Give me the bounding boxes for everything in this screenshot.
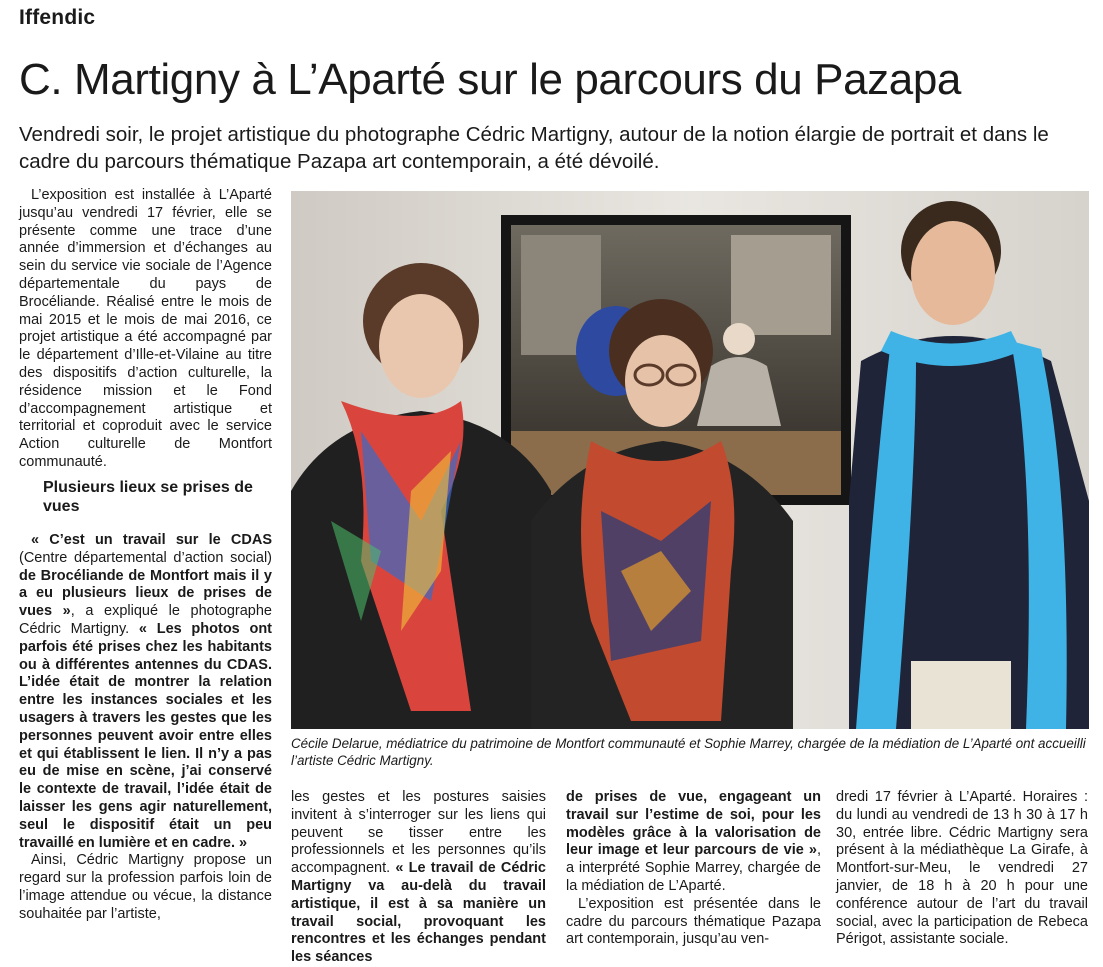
article-column-1-intro	[19, 187, 272, 522]
column-1-closing: Ainsi, Cédric Martigny propose un regard sur la profession parfois loin de l’image attendue ou vécue, la distance souhaitée par l’artiste,	[19, 852, 272, 922]
photo-illustration	[291, 191, 1089, 729]
column-3-bold: de prises de vue, engageant un travail sur l’estime de soi, pour les modèles grâce à la valorisation de leur image et leur parcours de vie »	[566, 789, 821, 859]
quote-a-bold-1: « C’est un travail sur le CDAS	[31, 532, 272, 548]
quote-paragraph	[19, 532, 272, 852]
intro-paragraph: L’exposition est installée à L’Aparté jusqu’au vendredi 17 février, elle se présente comme une trace d’une année d’immersion et d’échanges au sein du service vie sociale de l’Agence départementale du pays de Brocéliande. Réalisé entre le mois de mai 2015 et le mois de mai 2016, ce projet artistique a été accompagné par le département d’Ille-et-Vilaine au titre des dispositifs d’action culturelle, la résidence mission et le Fond d’accompagnement artistique et territorial et coproduit avec le service Action culturelle de Montfort communauté.	[19, 187, 272, 470]
column-3-text	[566, 789, 821, 896]
article-photo	[291, 191, 1089, 729]
headline: C. Martigny à L’Aparté sur le parcours du Pazapa	[19, 55, 961, 104]
column-2-bold: « Le travail de Cédric Martigny va au-delà du travail artistique, il est à sa manière un travail social, provoquant les rencontres et les échanges pendant les séances	[291, 860, 546, 966]
article-column-2	[291, 789, 546, 967]
quote-b-bold: « Les photos ont parfois été prises chez les habitants ou à différentes antennes du CDAS. L’idée était de montrer la relation entre les instances sociales et les usagers à travers les gestes que les personnes peuvent avoir entre elles et qui établissent le lien. Il n’y a pas eu de mise en scène, j’ai conservé le contexte de travail, l’idée était de laisser les gens agir naturellement, seul le dispositif était un peu travaillé en lumière et en cadre. »	[19, 620, 273, 851]
article-column-3	[566, 789, 821, 949]
column-2-text	[291, 789, 546, 967]
quote-a-plain-2: , a expliqué le photographe Cédric Martigny.	[19, 603, 272, 637]
column-3-paragraph-2: L’exposition est présentée dans le cadre du parcours thématique Pazapa art contemporain, jusqu’au ven-	[566, 895, 821, 948]
column-3-plain: , a interprété Sophie Marrey, chargée de la médiation de L’Aparté.	[566, 842, 821, 894]
column-4-text: dredi 17 février à L’Aparté. Horaires : du lundi au vendredi de 13 h 30 à 17 h 30, entrée libre. Cédric Martigny sera présent à la médiathèque La Girafe, à Montfort-sur-Meu, le vendredi 27 janvier, de 18 h à 20 h pour une conférence autour de l’art du travail social, avec la participation de Rebeca Périgot, assistante sociale.	[836, 789, 1088, 948]
article-column-1-quote	[19, 532, 272, 924]
quote-a-plain-1: (Centre départemental d’action social)	[19, 549, 272, 566]
photo-caption: Cécile Delarue, médiatrice du patrimoine de Montfort communauté et Sophie Marrey, chargée de la médiation de L’Aparté ont accueilli l’artiste Cédric Martigny.	[291, 736, 1086, 768]
subheading: Plusieurs lieux se prises de vues	[43, 478, 253, 515]
article-column-4	[836, 789, 1088, 949]
section-label: Iffendic	[19, 6, 96, 29]
quote-a-bold-2: de Brocéliande de Montfort mais il y a eu plusieurs lieux de prises de vues »	[19, 567, 272, 620]
lede: Vendredi soir, le projet artistique du photographe Cédric Martigny, autour de la notion élargie de portrait et dans le cadre du parcours thématique Pazapa art contemporain, a été dévoilé.	[19, 123, 1049, 173]
column-2-plain: les gestes et les postures saisies invitent à s’interroger sur les liens qui peuvent se tisser entre les professionnels et les personnes qu’ils accompagnent.	[291, 789, 546, 877]
